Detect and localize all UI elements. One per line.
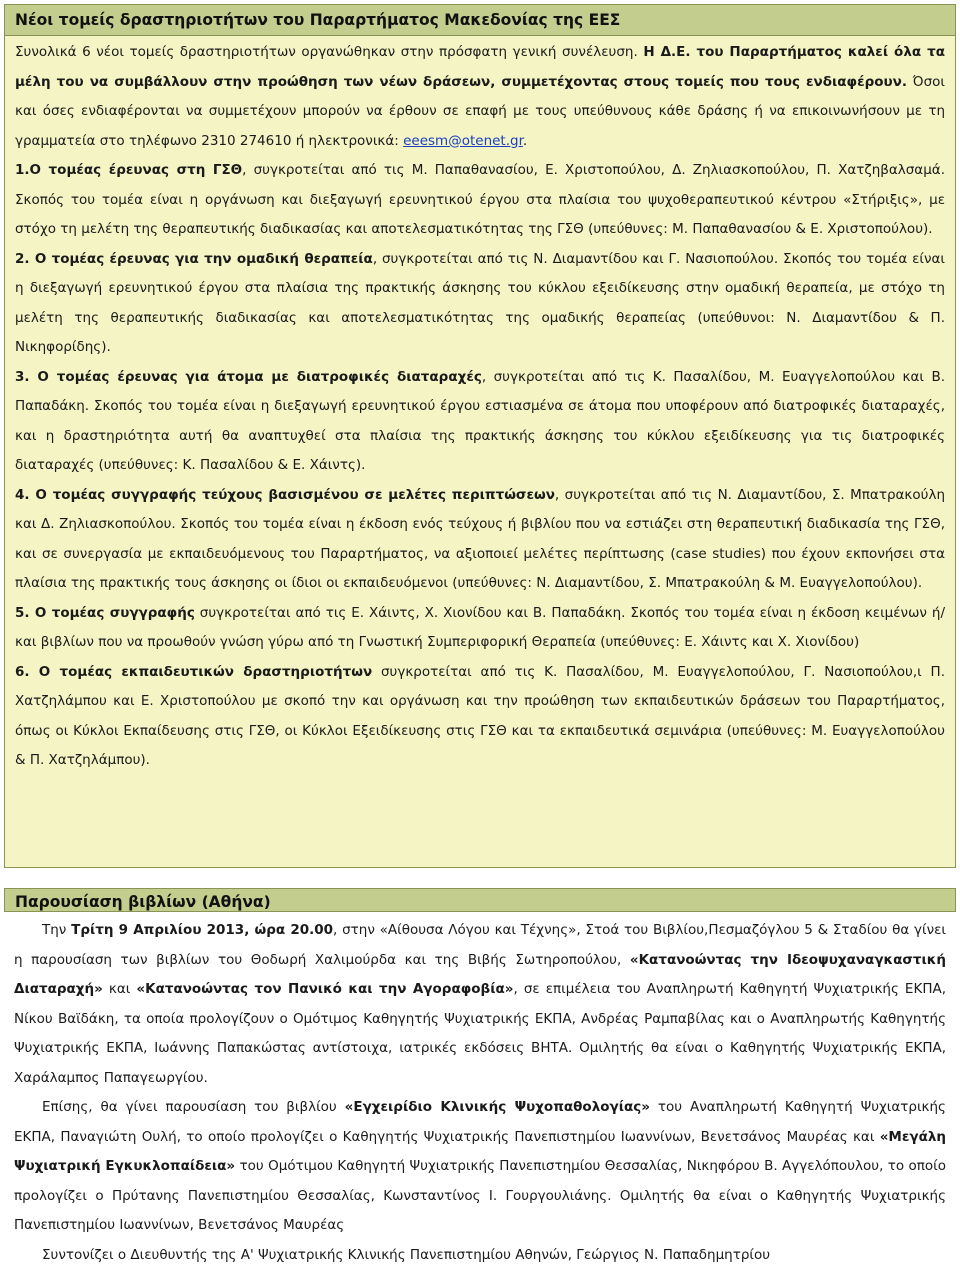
sector-title: 1.Ο τομέας έρευνας στη ΓΣΘ [15, 162, 243, 178]
sector-item [15, 156, 945, 245]
intro-call-to-action: Η Δ.Ε. του Παραρτήματος καλεί όλα τα μέλη του να συμβάλλουν στην προώθηση των νέων δράσεων, συμμετέχοντας στους τομείς που τους ενδιαφέρουν. [15, 44, 945, 90]
book-title: «Μεγάλη Ψυχιατρική Εγκυκλοπαίδεια» [14, 1128, 946, 1174]
p1-text: και [102, 981, 137, 997]
sector-title: 3. Ο τομέας έρευνας για άτομα με διατροφικές διαταραχές [15, 368, 482, 385]
intro-paragraph [15, 38, 945, 156]
sector-item [15, 599, 945, 658]
presentation-paragraph-1 [14, 916, 946, 1093]
intro-text: Συνολικά 6 νέοι τομείς δραστηριοτήτων οργανώθηκαν στην πρόσφατη γενική συνέλευση. [15, 44, 644, 60]
book-presentation-body [4, 912, 956, 1287]
book-title: «Κατανοώντας την Ιδεοψυχαναγκαστική Διαταραχή» [14, 951, 946, 997]
sector-text: , συγκροτείται από τις Ν. Διαμαντίδου και Γ. Νασιοπούλου. Σκοπός του τομέα είναι η διεξαγωγή ερευνητικού έργου στα πλαίσια της πρακτικής άσκησης του κύκλου εξειδίκευσης στην ομαδική θεραπεία, με στόχο τη μελέτη της θεραπευτικής διαδικασίας και αποτελεσματικότητας της ομαδικής θεραπείας (υπεύθυνοι: Ν. Διαμαντίδου & Π. Νικηφορίδης). [15, 250, 946, 355]
section-title-new-activities: Νέοι τομείς δραστηριοτήτων του Παραρτήματος Μακεδονίας της ΕΕΣ [4, 4, 956, 36]
sector-text: συγκροτείται από τις Κ. Πασαλίδου, Μ. Ευαγγελοπούλου, Γ. Νασιοπούλου,ι Π. Χατζηλάμπου και Ε. Χριστοπούλου με σκοπό την και οργάνωση και την προώθηση των εκπαιδευτικών δράσεων του Παραρτήματος, όπως οι Κύκλοι Εκπαίδευσης στις ΓΣΘ, οι Κύκλοι Εξειδίκευσης στις ΓΣΘ και τα εκπαιδευτικά σεμινάρια (υπεύθυνες: Μ. Ευαγγελοπούλου & Π. Χατζηλάμπου). [15, 663, 945, 768]
intro-contact-text: Όσοι και όσες ενδιαφέρονται να συμμετέχουν μπορούν να έρθουν σε επαφή με τους υπεύθυνους κάθε δράσης ή να επικοινωνήσουν με τη γραμματεία στο τηλέφωνο 2310 274610 ή ηλεκτρονικά: [15, 73, 945, 149]
sector-item [15, 363, 945, 481]
p1-text: , σε επιμέλεια του Αναπληρωτή Καθηγητή Ψυχιατρικής ΕΚΠΑ, Νίκου Βαϊδάκη, τα οποία προλογίζουν ο Ομότιμος Καθηγητής Ψυχιατρικής ΕΚΠΑ, Ανδρέας Ραμπαβίλας και ο Αναπληρωτής Καθηγητής Ψυχιατρικής ΕΚΠΑ, Ιωάννης Παπακώστας αντίστοιχα, ιατρικές εκδόσεις ΒΗΤΑ. Ομιλητής θα είναι ο Καθηγητής Ψυχιατρικής ΕΚΠΑ, Χαράλαμπος Παπαγεωργίου. [14, 981, 946, 1086]
sector-title: 5. Ο τομέας συγγραφής [15, 604, 195, 621]
p1-text: Την [42, 922, 72, 938]
new-activities-box [4, 36, 956, 868]
sector-text: συγκροτείται από τις Ε. Χάιντς, Χ. Χιονίδου και Β. Παπαδάκη. Σκοπός του τομέα είναι η έκδοση κειμένων ή/και βιβλίων που να προωθούν γνώση γύρω από τη Γνωστική Συμπεριφορική Θεραπεία (υπεύθυνες: Ε. Χάιντς και Χ. Χιονίδου) [15, 604, 945, 650]
sector-item [15, 658, 945, 776]
presentation-paragraph-3: Συντονίζει ο Διευθυντής της Α' Ψυχιατρικής Κλινικής Πανεπιστημίου Αθηνών, Γεώργιος Ν. Παπαδημητρίου [42, 1246, 771, 1263]
sector-title: 4. Ο τομέας συγγραφής τεύχους βασισμένου σε μελέτες περιπτώσεων [15, 486, 555, 503]
p1-date: Τρίτη 9 Απριλίου 2013, ώρα 20.00 [71, 922, 334, 938]
newsletter-page [4, 4, 956, 1287]
p2-text: Επίσης, θα γίνει παρουσίαση του βιβλίου [42, 1099, 345, 1115]
book-title: «Εγχειρίδιο Κλινικής Ψυχοπαθολογίας» [344, 1099, 650, 1115]
sector-text: , συγκροτείται από τις Κ. Πασαλίδου, Μ. Ευαγγελοπούλου και Β. Παπαδάκη. Σκοπός του τομέα είναι η διεξαγωγή ερευνητικού έργου εστιασμένα σε άτομα που υποφέρουν από διατροφικές διαταραχές, και η δραστηριότητα αυτή θα αναπτυχθεί στα πλαίσια της πρακτικής άσκησης του κύκλου εξειδίκευσης για τις διατροφικές διαταραχές (υπεύθυνες: Κ. Πασαλίδου & Ε. Χάιντς). [15, 368, 945, 473]
section-title-book-presentation: Παρουσίαση βιβλίων (Αθήνα) [4, 888, 956, 912]
sector-title: 2. Ο τομέας έρευνας για την ομαδική θεραπεία [15, 250, 373, 267]
p1-text: , στην «Αίθουσα Λόγου και Τέχνης», Στοά του Βιβλίου,Πεσμαζόγλου 5 & Σταδίου θα γίνει η παρουσίαση των βιβλίων του Θοδωρή Χαλιμούρδα και της Βιβής Σωτηροπούλου, [14, 922, 946, 968]
email-link[interactable]: eeesm@otenet.gr [403, 132, 523, 149]
p2-text: του Αναπληρωτή Καθηγητή Ψυχιατρικής ΕΚΠΑ, Παναγιώτη Ουλή, το οποίο προλογίζει ο Καθηγητής Ψυχιατρικής Πανεπιστημίου Ιωαννίνων, Βενετσάνος Μαυρέας και [14, 1099, 946, 1145]
book-title: «Κατανοώντας τον Πανικό και την Αγοραφοβία» [136, 981, 514, 997]
intro-end: . [522, 132, 528, 149]
sector-title: 6. Ο τομέας εκπαιδευτικών δραστηριοτήτων [15, 663, 373, 680]
sector-text: , συγκροτείται από τις Μ. Παπαθανασίου, Ε. Χριστοπούλου, Δ. Ζηλιασκοπούλου, Π. Χατζηβαλσαμά. Σκοπός του τομέα είναι η οργάνωση και διεξαγωγή ερευνητικού έργου στα πλαίσια του ψυχοθεραπευτικού κέντρου «Στήριξις», με στόχο τη μελέτη της θεραπευτικής διαδικασίας και αποτελεσματικότητας της ΓΣΘ (υπεύθυνες: Μ. Παπαθανασίου & Ε. Χριστοπούλου). [15, 162, 945, 237]
presentation-paragraph-2 [14, 1093, 946, 1241]
sector-item [15, 481, 945, 599]
sector-item [15, 245, 945, 363]
p2-text: του Ομότιμου Καθηγητή Ψυχιατρικής Πανεπιστημίου Θεσσαλίας, Νικηφόρου Β. Αγγελόπουλου, το οποίο προλογίζει ο Πρύτανης Πανεπιστημίου Θεσσαλίας, Κωνσταντίνος Ι. Γουργουλιάνης. Ομιλητής θα είναι ο Καθηγητής Ψυχιατρικής Πανεπιστημίου Ιωαννίνων, Βενετσάνος Μαυρέας [14, 1158, 946, 1233]
sector-text: , συγκροτείται από τις Ν. Διαμαντίδου, Σ. Μπατρακούλη και Δ. Ζηλιασκοπούλου. Σκοπός του τομέα είναι η έκδοση ενός τεύχους ή βιβλίου που να εστιάζει στη θεραπευτική διαδικασία της ΓΣΘ, και σε συνεργασία με εκπαιδευόμενους του Παραρτήματος, να αξιοποιεί μελέτες περίπτωσης (case studies) που έχουν εκπονήσει στα πλαίσια της πρακτικής τους άσκησης οι ίδιοι οι εκπαιδευόμενοι (υπεύθυνες: Ν. Διαμαντίδου, Σ. Μπατρακούλη & Μ. Ευαγγελοπούλου). [15, 486, 945, 591]
